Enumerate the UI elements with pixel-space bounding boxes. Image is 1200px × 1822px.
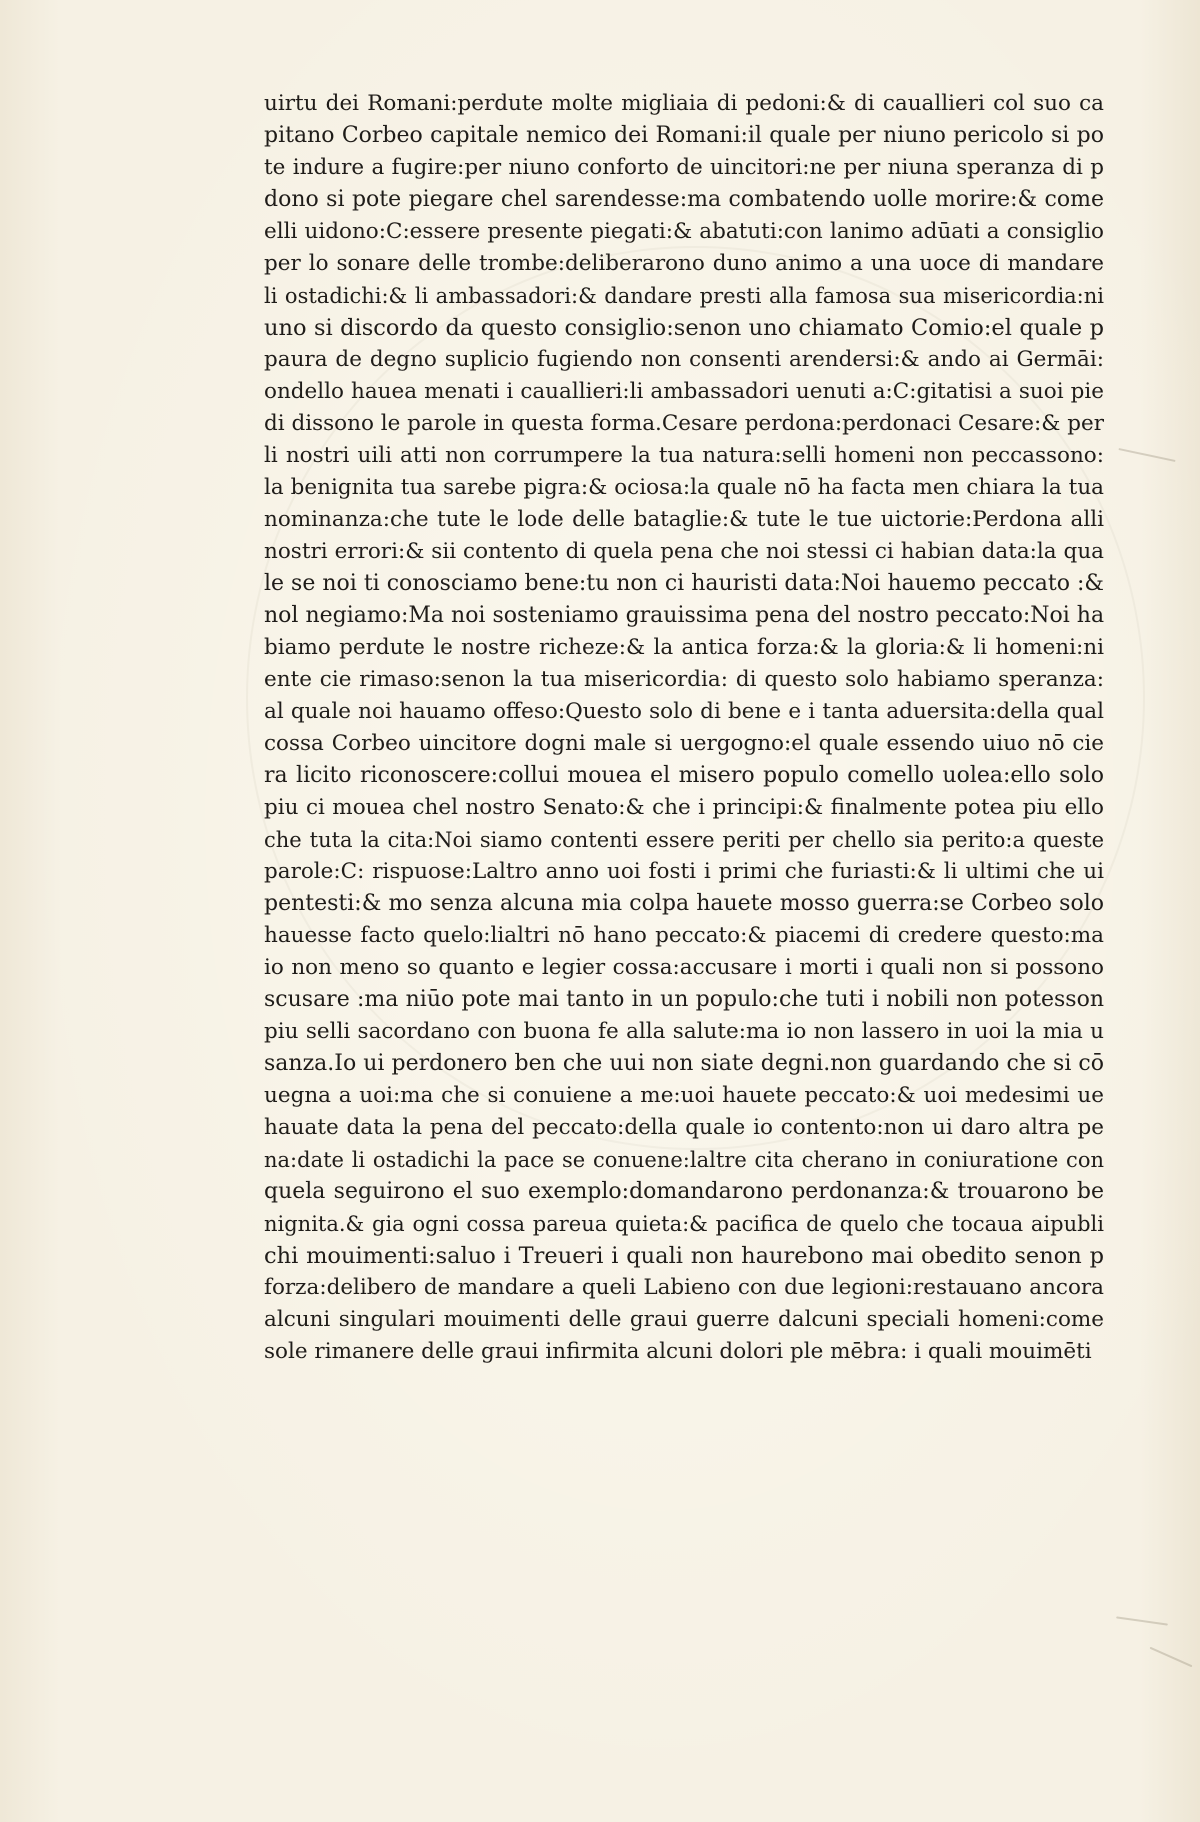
text-line: te indure a fugire:per niuno conforto de uincitori:ne per niuna speranza di p — [264, 155, 1104, 180]
text-line: ra licito riconoscere:collui mouea el misero populo comello uolea:ello solo — [264, 763, 1104, 788]
text-line: sole rimanere delle graui infirmita alcuni dolori ple mēbra: i quali mouimēti — [264, 1339, 1092, 1364]
text-line: paura de degno suplicio fugiendo non consenti arendersi:& ando ai Germāi: — [264, 347, 1104, 372]
text-line: uirtu dei Romani:perdute molte migliaia di pedoni:& di cauallieri col suo ca — [264, 91, 1104, 116]
text-line: pitano Corbeo capitale nemico dei Romani:il quale per niuno pericolo si po — [264, 123, 1104, 148]
text-line: elli uidono:C:essere presente piegati:& abatuti:con lanimo adūati a consiglio — [264, 219, 1104, 244]
text-line: che tuta la cita:Noi siamo contenti essere periti per chello sia perito:a queste — [264, 828, 1104, 852]
text-line: nignita.& gia ogni cossa pareua quieta:& pacifica de quelo che tocaua aipubli — [264, 1212, 1104, 1236]
text-line: la benignita tua sarebe pigra:& ociosa:la quale nō ha facta men chiara la tua — [264, 475, 1104, 500]
text-line: dono si pote piegare chel sarendesse:ma combatendo uolle morire:& come — [264, 187, 1104, 212]
text-line: ente cie rimaso:senon la tua misericordia: di questo solo habiamo speranza: — [264, 667, 1104, 692]
edge-blemish — [1118, 448, 1175, 462]
text-line: per lo sonare delle trombe:deliberarono duno animo a una uoce di mandare — [264, 251, 1104, 276]
text-line: nominanza:che tute le lode delle bataglie:& tute le tue uictorie:Perdona alli — [264, 507, 1104, 532]
text-line: le se noi ti conosciamo bene:tu non ci hauristi data:Noi hauemo peccato :& — [264, 571, 1104, 596]
text-line: scusare :ma niūo pote mai tanto in un populo:che tuti i nobili non potesson — [264, 987, 1104, 1012]
text-line: li ostadichi:& li ambassadori:& dandare presti alla famosa sua misericordia:ni — [264, 284, 1104, 308]
text-line: forza:delibero de mandare a queli Labieno con due legioni:restauano ancora — [264, 1275, 1104, 1300]
text-line: hauesse facto quelo:lialtri nō hano peccato:& piacemi di credere questo:ma — [264, 923, 1104, 948]
edge-blemish — [1150, 1647, 1193, 1668]
text-line: quela seguirono el suo exemplo:domandarono perdonanza:& trouarono be — [264, 1179, 1104, 1204]
text-line: sanza.Io ui perdonero ben che uui non siate degni.non guardando che si cō — [264, 1051, 1104, 1076]
text-line: hauate data la pena del peccato:della quale io contento:non ui daro altra pe — [264, 1115, 1104, 1140]
text-line: pentesti:& mo senza alcuna mia colpa hauete mosso guerra:se Corbeo solo — [264, 891, 1104, 916]
text-line: al quale noi hauamo offeso:Questo solo di bene e i tanta aduersita:della qual — [264, 699, 1104, 724]
text-line: li nostri uili atti non corrumpere la tua natura:selli homeni non peccassono: — [264, 443, 1104, 468]
text-line: io non meno so quanto e legier cossa:accusare i morti i quali non si possono — [264, 955, 1104, 980]
main-text-block — [264, 88, 1104, 1368]
text-line: chi mouimenti:saluo i Treueri i quali non haurebono mai obedito senon p — [264, 1243, 1104, 1269]
text-line: cossa Corbeo uincitore dogni male si uergogno:el quale essendo uiuo nō cie — [264, 731, 1104, 756]
text-line: nostri errori:& sii contento di quela pena che noi stessi ci habian data:la qua — [264, 539, 1104, 564]
text-line: ondello hauea menati i cauallieri:li ambassadori uenuti a:C:gitatisi a suoi pie — [264, 379, 1104, 404]
text-line: alcuni singulari mouimenti delle graui guerre dalcuni speciali homeni:come — [264, 1307, 1104, 1332]
edge-blemish — [1116, 1616, 1168, 1625]
text-line: di dissono le parole in questa forma.Cesare perdona:perdonaci Cesare:& per — [264, 411, 1104, 436]
text-line: piu selli sacordano con buona fe alla salute:ma io non lassero in uoi la mia u — [264, 1019, 1104, 1044]
text-line: piu ci mouea chel nostro Senato:& che i principi:& finalmente potea piu ello — [264, 795, 1104, 820]
text-line: parole:C: rispuose:Laltro anno uoi fosti i primi che furiasti:& li ultimi che ui — [264, 859, 1104, 884]
text-line: na:date li ostadichi la pace se conuene:laltre cita cherano in coniuratione con — [264, 1148, 1104, 1172]
text-line: uno si discordo da questo consiglio:senon uno chiamato Comio:el quale p — [264, 315, 1104, 341]
text-line: biamo perdute le nostre richeze:& la antica forza:& la gloria:& li homeni:ni — [264, 635, 1104, 660]
text-line: uegna a uoi:ma che si conuiene a me:uoi hauete peccato:& uoi medesimi ue — [264, 1083, 1104, 1108]
text-line: nol negiamo:Ma noi sosteniamo grauissima pena del nostro peccato:Noi ha — [264, 603, 1104, 628]
